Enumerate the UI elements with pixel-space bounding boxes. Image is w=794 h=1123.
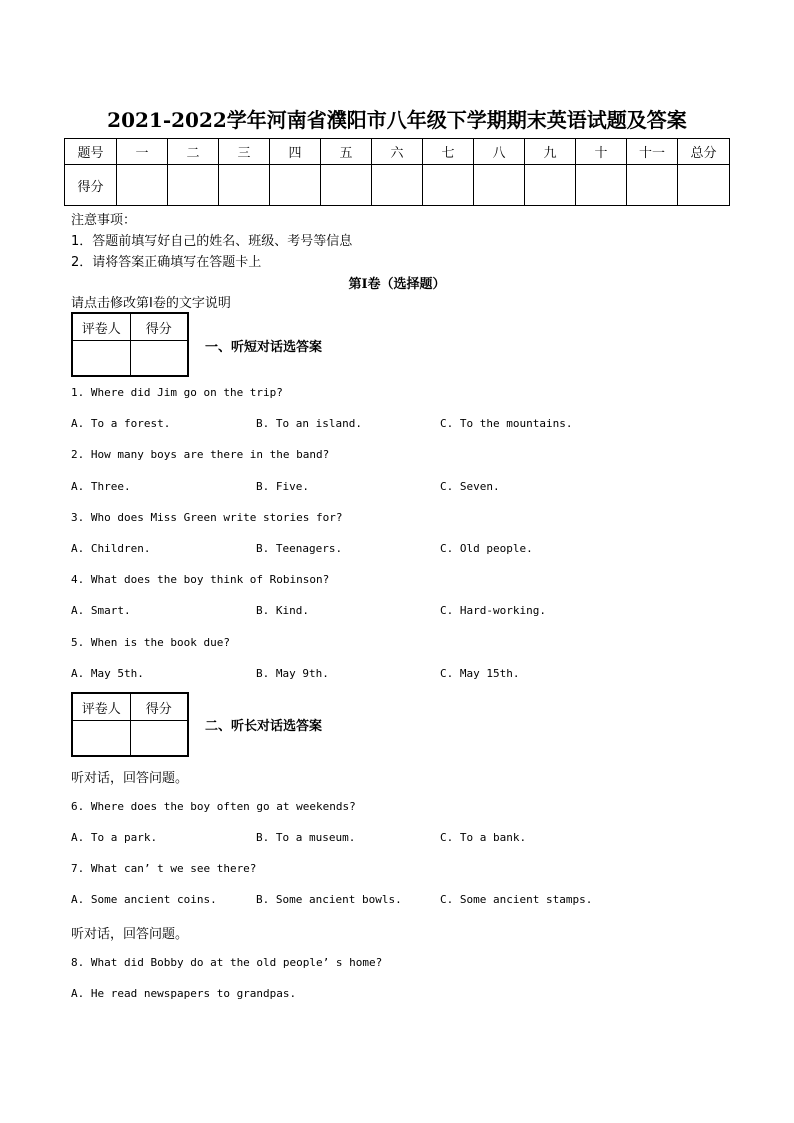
option-b: B. To an island.: [256, 417, 362, 430]
option-a: A. Some ancient coins.: [71, 893, 217, 906]
option-b: B. To a museum.: [256, 831, 356, 844]
score-header-cell: 十一: [627, 139, 678, 165]
option-c: C. Seven.: [440, 480, 500, 493]
grader-cell: [72, 721, 130, 757]
document-title: 2021-2022学年河南省濮阳市八年级下学期期末英语试题及答案: [107, 108, 687, 132]
score-header-cell: 一: [117, 139, 168, 165]
grader-box: [71, 312, 189, 377]
score-cell: [372, 165, 423, 206]
score-label: 得分: [130, 693, 188, 721]
score-table: [64, 138, 730, 206]
option-a: A. May 5th.: [71, 667, 144, 680]
option-c: C. May 15th.: [440, 667, 520, 680]
option-c: C. To the mountains.: [440, 417, 573, 430]
option-a: A. Smart.: [71, 604, 131, 617]
score-cell: [270, 165, 321, 206]
option-c: C. Hard-working.: [440, 604, 546, 617]
option-c: C. Old people.: [440, 542, 533, 555]
score-row-label: 得分: [65, 165, 117, 206]
grader-label: 评卷人: [72, 693, 130, 721]
score-cell: [130, 721, 188, 757]
option-b: B. Five.: [256, 480, 309, 493]
grader-cell: [72, 341, 130, 377]
score-label: 得分: [130, 313, 188, 341]
option-a: A. Children.: [71, 542, 151, 555]
question: 7. What can’ t we see there?: [71, 862, 257, 875]
question: 4. What does the boy think of Robinson?: [71, 573, 330, 586]
grader-box: [71, 692, 189, 757]
score-header-cell: 七: [423, 139, 474, 165]
option-a: A. He read newspapers to grandpas.: [71, 987, 297, 1000]
question: 1. Where did Jim go on the trip?: [71, 386, 283, 399]
score-header-cell: 三: [219, 139, 270, 165]
score-cell: [525, 165, 576, 206]
score-cell: [678, 165, 730, 206]
section1-title: 一、听短对话选答案: [205, 340, 323, 355]
option-b: B. Kind.: [256, 604, 309, 617]
question: 5. When is the book due?: [71, 636, 230, 649]
score-cell: [168, 165, 219, 206]
score-cell: [627, 165, 678, 206]
score-header-cell: 八: [474, 139, 525, 165]
score-header-cell: 二: [168, 139, 219, 165]
volume-title: 第I卷（选择题）: [348, 277, 446, 292]
score-header-cell: 九: [525, 139, 576, 165]
notes-heading: 注意事项：: [71, 213, 137, 228]
notes-item: 2．请将答案正确填写在答题卡上: [71, 255, 262, 270]
score-header-cell: 四: [270, 139, 321, 165]
option-a: A. To a forest.: [71, 417, 171, 430]
score-header-cell: 十: [576, 139, 627, 165]
option-c: C. Some ancient stamps.: [440, 893, 593, 906]
option-a: A. Three.: [71, 480, 131, 493]
score-cell: [130, 341, 188, 377]
option-b: B. May 9th.: [256, 667, 329, 680]
option-b: B. Teenagers.: [256, 542, 343, 555]
option-a: A. To a park.: [71, 831, 158, 844]
score-header-cell: 五: [321, 139, 372, 165]
instruction: 听对话，回答问题。: [71, 771, 189, 786]
notes-item: 1．答题前填写好自己的姓名、班级、考号等信息: [71, 234, 353, 249]
question: 3. Who does Miss Green write stories for?: [71, 511, 343, 524]
question: 8. What did Bobby do at the old people’ s home?: [71, 956, 383, 969]
option-b: B. Some ancient bowls.: [256, 893, 402, 906]
grader-label: 评卷人: [72, 313, 130, 341]
score-table-score-row: [65, 165, 730, 206]
score-header-cell: 六: [372, 139, 423, 165]
score-cell: [117, 165, 168, 206]
instruction: 听对话，回答问题。: [71, 927, 189, 942]
score-cell: [321, 165, 372, 206]
score-cell: [576, 165, 627, 206]
score-cell: [423, 165, 474, 206]
score-header-cell: 题号: [65, 139, 117, 165]
score-table-header-row: [65, 139, 730, 165]
score-header-cell: 总分: [678, 139, 730, 165]
volume-note: 请点击修改第I卷的文字说明: [71, 296, 231, 311]
question: 6. Where does the boy often go at weekends?: [71, 800, 356, 813]
option-c: C. To a bank.: [440, 831, 527, 844]
question: 2. How many boys are there in the band?: [71, 448, 330, 461]
score-cell: [219, 165, 270, 206]
score-cell: [474, 165, 525, 206]
section2-title: 二、听长对话选答案: [205, 719, 323, 734]
